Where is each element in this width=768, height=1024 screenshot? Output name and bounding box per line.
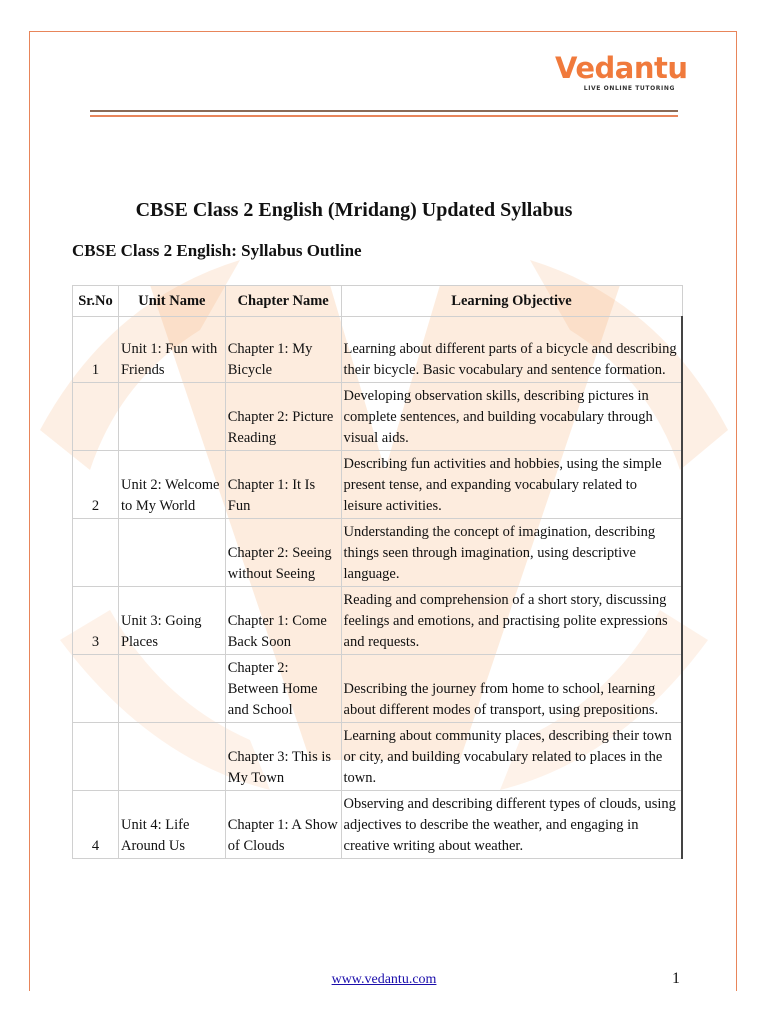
cell-chapter: Chapter 2: Seeing without Seeing: [225, 519, 341, 587]
table-row: [73, 451, 683, 519]
cell-unit: Unit 1: Fun with Friends: [118, 317, 225, 383]
cell-chapter: Chapter 1: My Bicycle: [225, 317, 341, 383]
cell-unit: [118, 519, 225, 587]
cell-unit: [118, 723, 225, 791]
cell-objective: Learning about different parts of a bicycle and describing their bicycle. Basic vocabulary and sentence formation.: [341, 317, 682, 383]
logo-wordmark: Vedantu: [555, 51, 688, 85]
table-row: [73, 655, 683, 723]
cell-objective: Understanding the concept of imagination, describing things seen through imagination, using descriptive language.: [341, 519, 682, 587]
cell-objective: Developing observation skills, describing pictures in complete sentences, and building vocabulary through visual aids.: [341, 383, 682, 451]
cell-objective: Learning about community places, describing their town or city, and building vocabulary related to places in the town.: [341, 723, 682, 791]
header-rule-dark: [90, 110, 678, 112]
cell-sr-no: [73, 723, 119, 791]
cell-chapter: Chapter 2: Between Home and School: [225, 655, 341, 723]
cell-objective: Observing and describing different types of clouds, using adjectives to describe the weather, and engaging in creative writing about weather.: [341, 791, 682, 859]
cell-chapter: Chapter 1: It Is Fun: [225, 451, 341, 519]
vedantu-logo: [555, 51, 688, 92]
cell-sr-no: 1: [73, 317, 119, 383]
cell-sr-no: 2: [73, 451, 119, 519]
cell-sr-no: 4: [73, 791, 119, 859]
cell-chapter: Chapter 2: Picture Reading: [225, 383, 341, 451]
header-chapter-name: Chapter Name: [225, 286, 341, 317]
cell-unit: Unit 2: Welcome to My World: [118, 451, 225, 519]
cell-sr-no: [73, 383, 119, 451]
footer-website-link[interactable]: www.vedantu.com: [331, 972, 437, 987]
cell-unit: Unit 3: Going Places: [118, 587, 225, 655]
page-number: 1: [672, 970, 680, 987]
cell-sr-no: [73, 519, 119, 587]
table-row: [73, 587, 683, 655]
header-learning-objective: Learning Objective: [341, 286, 682, 317]
header-sr-no: Sr.No: [73, 286, 119, 317]
cell-objective: Describing the journey from home to school, learning about different modes of transport, using prepositions.: [341, 655, 682, 723]
syllabus-table: [72, 285, 683, 859]
table-row: [73, 723, 683, 791]
header-unit-name: Unit Name: [118, 286, 225, 317]
table-row: [73, 791, 683, 859]
cell-chapter: Chapter 1: A Show of Clouds: [225, 791, 341, 859]
table-row: [73, 317, 683, 383]
cell-objective: Describing fun activities and hobbies, using the simple present tense, and expanding vocabulary related to leisure activities.: [341, 451, 682, 519]
cell-chapter: Chapter 1: Come Back Soon: [225, 587, 341, 655]
table-row: [73, 383, 683, 451]
cell-unit: [118, 383, 225, 451]
cell-unit: Unit 4: Life Around Us: [118, 791, 225, 859]
section-subtitle: CBSE Class 2 English: Syllabus Outline: [72, 241, 362, 260]
cell-unit: [118, 655, 225, 723]
cell-sr-no: [73, 655, 119, 723]
cell-chapter: Chapter 3: This is My Town: [225, 723, 341, 791]
header-rule-accent: [90, 115, 678, 117]
logo-tagline: LIVE ONLINE TUTORING: [583, 85, 675, 92]
table-row: [73, 519, 683, 587]
table-header-row: [73, 286, 683, 317]
page-title: CBSE Class 2 English (Mridang) Updated Syllabus: [135, 199, 573, 221]
cell-sr-no: 3: [73, 587, 119, 655]
cell-objective: Reading and comprehension of a short story, discussing feelings and emotions, and practising polite expressions and requests.: [341, 587, 682, 655]
